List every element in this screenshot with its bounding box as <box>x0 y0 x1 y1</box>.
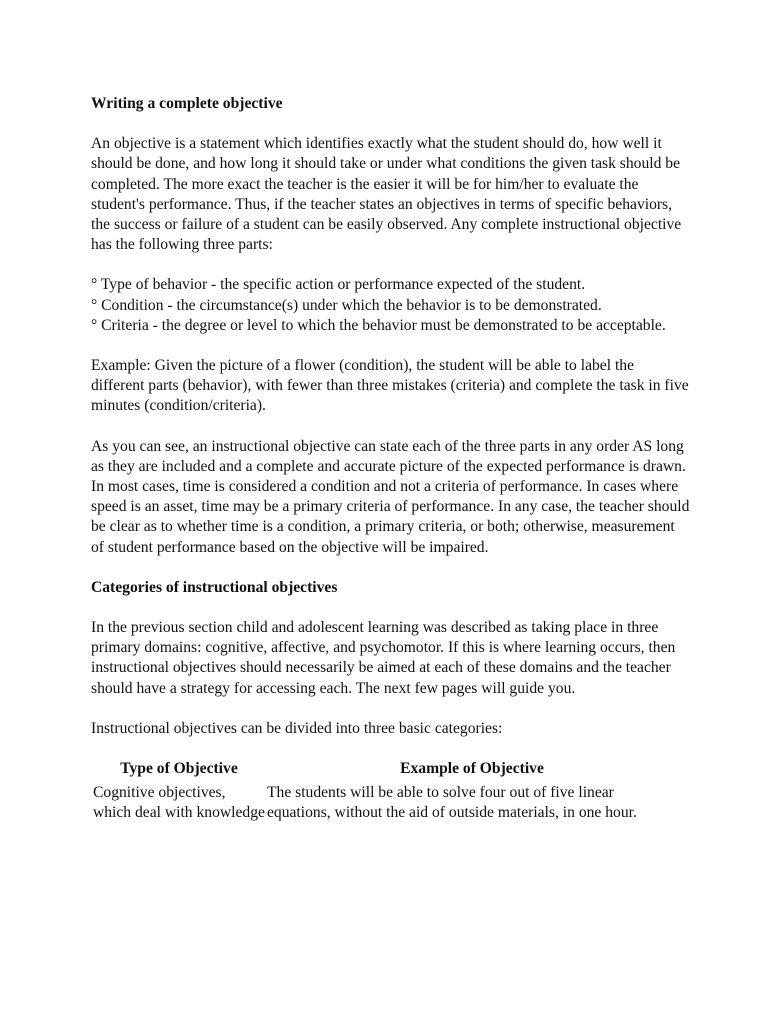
cell-objective-type: Cognitive objectives, which deal with knowledge <box>93 784 265 822</box>
bullet-type-of-behavior: ° Type of behavior - the specific action or performance expected of the student. <box>91 276 586 294</box>
section-heading-categories: Categories of instructional objectives <box>91 578 338 596</box>
order-paragraph: As you can see, an instructional objective can state each of the three parts in any order AS long as they are included and a complete and accurate picture of the expected performance is drawn. In most cases, time is considered a condition and not a criteria of performance. In cases where speed is an asset, time may be a primary criteria of performance. In any case, the teacher should be clear as to whether time is a condition, a primary criteria, or both; otherwise, measurement of student performance based on the objective will be impaired. <box>91 437 690 556</box>
document-page <box>91 94 691 824</box>
example-paragraph: Example: Given the picture of a flower (condition), the student will be able to label the different parts (behavior), with fewer than three mistakes (criteria) and complete the task in five minutes (condition/criteria). <box>91 357 689 415</box>
header-example-of-objective: Example of Objective <box>400 760 544 778</box>
header-type-of-objective: Type of Objective <box>120 760 238 778</box>
domains-paragraph: In the previous section child and adolescent learning was described as taking place in three primary domains: cognitive, affective, and psychomotor. If this is where learning occurs, then instructional objectives should necessarily be aimed at each of these domains and the teacher should have a strategy for accessing each. The next few pages will guide you. <box>91 619 676 697</box>
bullet-condition: ° Condition - the circumstance(s) under which the behavior is to be demonstrated. <box>91 296 602 314</box>
categories-intro: Instructional objectives can be divided into three basic categories: <box>91 719 503 737</box>
bullet-criteria: ° Criteria - the degree or level to which the behavior must be demonstrated to be acceptable. <box>91 316 666 334</box>
table-header-row <box>91 759 677 783</box>
table-row <box>91 783 677 823</box>
section-heading-writing-objective: Writing a complete objective <box>91 95 283 112</box>
objectives-table <box>91 759 677 824</box>
intro-paragraph: An objective is a statement which identifies exactly what the student should do, how well it should be done, and how long it should take or under what conditions the given task should be completed. The more exact the teacher is the easier it will be for him/her to evaluate the student's performance. Thus, if the teacher states an objectives in terms of specific behaviors, the success or failure of a student can be easily observed. Any complete instructional objective has the following three parts: <box>91 135 682 254</box>
cell-objective-example: The students will be able to solve four out of five linear equations, without the aid of outside materials, in one hour. <box>267 784 637 822</box>
